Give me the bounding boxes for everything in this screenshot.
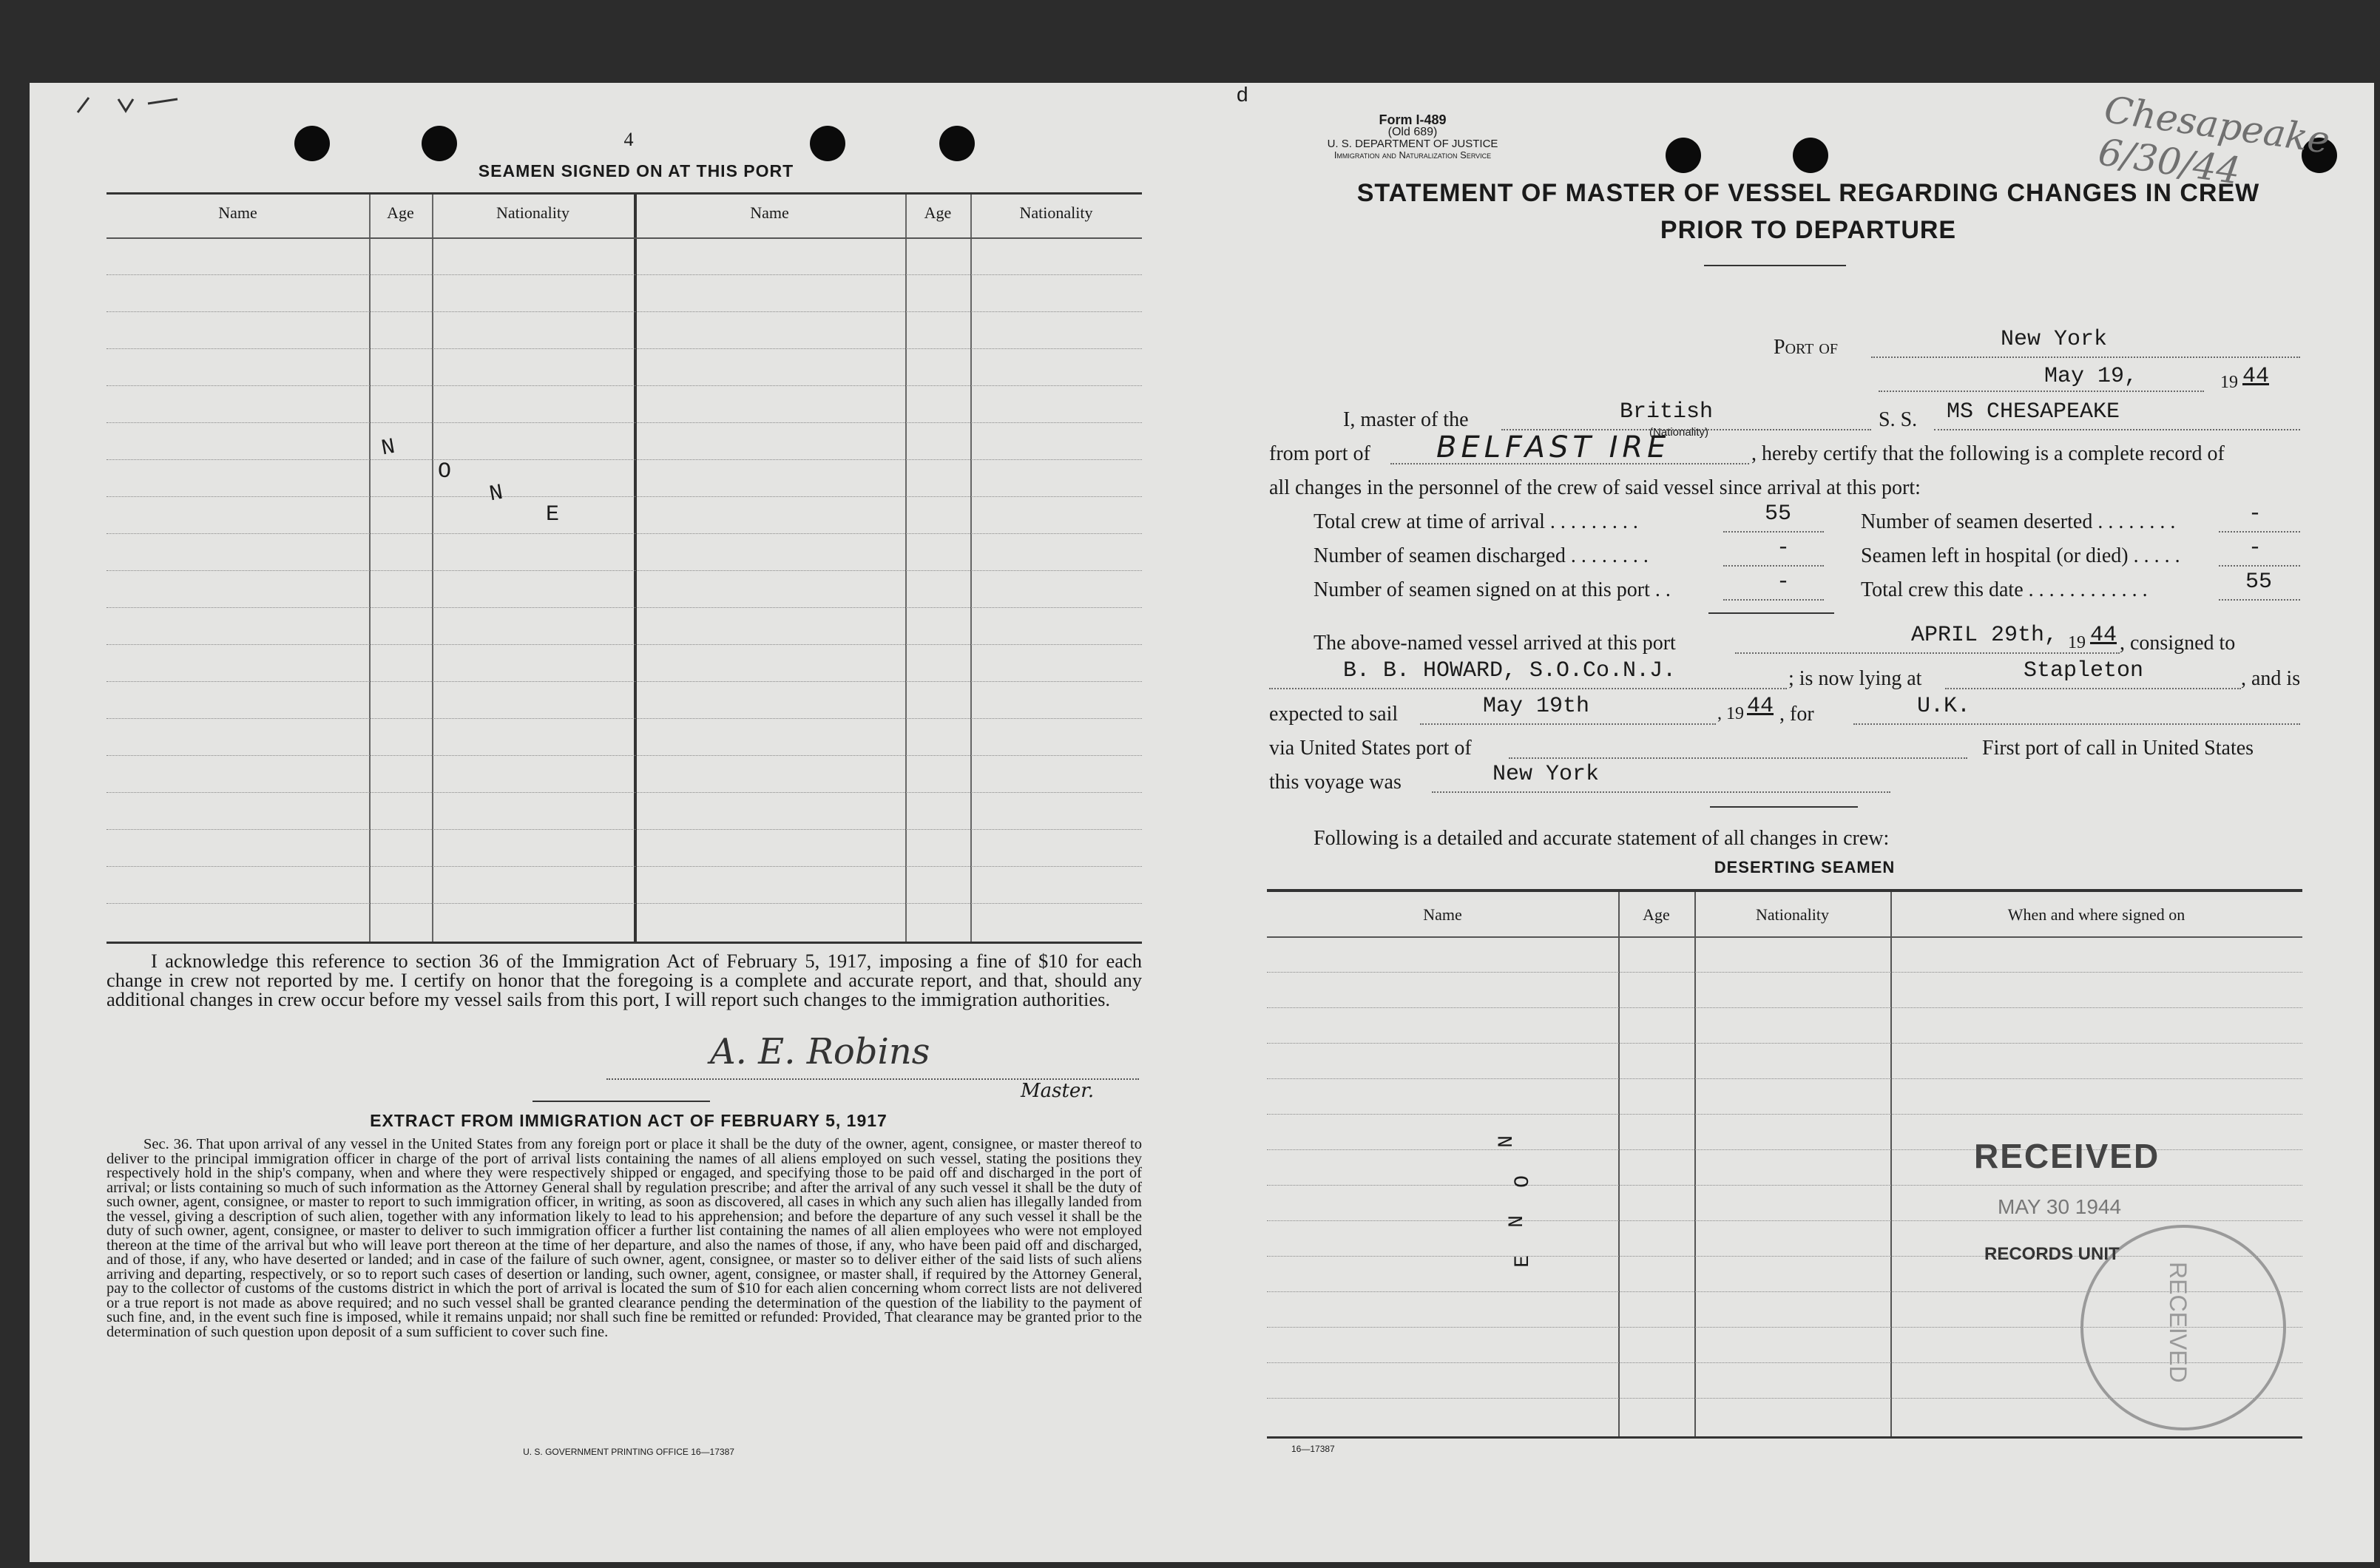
for-label: , for: [1779, 703, 1814, 726]
stamp-date: MAY 30 1944: [1998, 1195, 2122, 1218]
stamp-vertical-text: RECEIVED: [2165, 1262, 2191, 1383]
arrived-year-prefix: 19: [2068, 633, 2086, 652]
port-value: New York: [2001, 327, 2108, 352]
column-header: Name: [218, 203, 257, 222]
stat-label: Total crew at time of arrival . . . . . . . . .: [1314, 510, 1638, 533]
punch-hole: [294, 126, 330, 161]
column-header: Nationality: [1019, 203, 1093, 222]
none-letter: O: [1511, 1175, 1535, 1188]
voyage-value: New York: [1492, 762, 1600, 787]
voyage-divider: [1710, 806, 1858, 808]
none-letter: O: [438, 459, 452, 484]
deserting-title: DESERTING SEAMEN: [1714, 858, 1896, 876]
voyage-label: this voyage was: [1269, 771, 1402, 794]
stat-value: -: [1776, 535, 1791, 561]
column-header: Age: [387, 203, 414, 222]
column-header: Nationality: [496, 203, 569, 222]
stats-divider: [1708, 612, 1834, 614]
arrived-year: 44: [2090, 623, 2117, 648]
master-label: I, master of the: [1343, 408, 1469, 431]
stat-value: 55: [1765, 501, 1792, 527]
divider: [533, 1101, 710, 1102]
certification-text: I acknowledge this reference to section 36 of the Immigration Act of February 5, 1917, imposing a fine of $10 for each change in crew not reported by me. I certify on honor that the foregoing is a complete and accurate report, and that, should any additional changes in crew occur before my vessel sails from this port, I will report such changes to the immigration authorities.: [107, 950, 1142, 1010]
column-header: When and where signed on: [2007, 905, 2185, 924]
first-port-label: First port of call in United States: [1982, 737, 2254, 760]
stat-label: Number of seamen signed on at this port . .: [1314, 578, 1671, 601]
certify-text2: all changes in the personnel of the crew of said vessel since arrival at this port:: [1269, 476, 1921, 499]
none-letter: N: [1505, 1215, 1529, 1228]
form-title-line2: PRIOR TO DEPARTURE: [1660, 216, 1957, 244]
form-title-line1: STATEMENT OF MASTER OF VESSEL REGARDING CHANGES IN CREW: [1356, 179, 2260, 207]
stamp-received: RECEIVED: [1974, 1137, 2160, 1175]
stat-label: Seamen left in hospital (or died) . . . . .: [1861, 544, 2180, 567]
none-letter: N: [379, 434, 397, 462]
and-is: , and is: [2241, 667, 2301, 690]
from-port-value: BELFAST IRE: [1436, 430, 1671, 464]
punch-hole: [422, 126, 457, 161]
vessel-value: MS CHESAPEAKE: [1947, 399, 2120, 425]
sail-value: May 19th: [1483, 694, 1590, 719]
punch-hole: [1793, 138, 1828, 173]
page-number: 4: [623, 129, 634, 150]
signer-role: Master.: [1021, 1080, 1095, 1102]
lying-value: Stapleton: [2024, 658, 2144, 683]
none-letter: E: [546, 502, 560, 527]
sail-year: 44: [1747, 694, 1774, 719]
left-title: SEAMEN SIGNED ON AT THIS PORT: [478, 161, 794, 180]
punch-hole: [1666, 138, 1701, 173]
column-header: Age: [1643, 905, 1670, 924]
column-header: Age: [924, 203, 952, 222]
destination-value: U.K.: [1917, 694, 1971, 719]
stat-label: Number of seamen deserted . . . . . . . .: [1861, 510, 2176, 533]
punch-hole: [939, 126, 975, 161]
certify-text: , hereby certify that the following is a complete record of: [1751, 442, 2225, 465]
department: U. S. DEPARTMENT OF JUSTICE: [1327, 138, 1498, 150]
extract-text: Sec. 36. That upon arrival of any vessel in the United States from any foreign port or place it shall be the duty of the owner, agent, consignee, or master thereof to deliver to the principal immigration officer in charge of the port of arrival lists containing the names of all aliens employed on such vessel, stating the positions they respectively hold in the ship's company, when and where they were respectively shipped or engaged, and specifying those to be paid off and discharged in the port of arrival; or lists containing so much of such information as the Attorney General shall by regulation prescribe; and after the arrival of any such vessel it shall be the duty of such owner, agent, consignee, or master to report to such immigration officer, in writing, as soon as discovered, all cases in which any such alien has illegally landed from the vessel, giving a description of such alien, together with any information likely to lead to his apprehension; and before the departure of any such vessel it shall be the duty of such owner, agent, consignee, or master to deliver to such immigration officer a further list containing the names of all alien employees who were not employed thereon at the time of the arrival but who will leave port thereon at the time of her departure, and also the names of those, if any, who have been paid off and discharged, and of those, if any, who have deserted or landed; and in case of the failure of such owner, agent, consignee, or master so to deliver either of the said lists of such aliens arriving and departing, respectively, or so to report such cases of desertion or landing, such owner, agent, consignee, or master shall, if required by the Attorney General, pay to the collector of customs of the customs district in which the port of arrival is located the sum of $10 for each alien concerning whom correct lists are not delivered or a true report is not made as above required; and no such vessel shall be granted clearance pending the determination of the question of the liability to the payment of such fine, and, in the event such fine is imposed, while it remains unpaid; nor shall such fine be remitted or refunded: Provided, That clearance may be granted prior to the determination of such question upon deposit of a sum sufficient to cover such fine.: [107, 1136, 1142, 1340]
nationality-value: British: [1620, 399, 1714, 425]
form-old-number: (Old 689): [1387, 126, 1438, 138]
signed-on-table: [107, 192, 1142, 944]
sail-year-prefix: , 19: [1717, 704, 1744, 723]
stat-label: Total crew this date . . . . . . . . . . . .: [1861, 578, 2148, 601]
master-signature: A. E. Robins: [710, 1031, 930, 1072]
handwritten-corner-note: Chesapeake 6/30/44: [2095, 87, 2333, 193]
port-label: Port of: [1774, 336, 1838, 359]
form-number: Form I-489: [1379, 112, 1447, 127]
lying-label: ; is now lying at: [1788, 667, 1922, 690]
arrived-label: The above-named vessel arrived at this port: [1314, 632, 1676, 655]
none-letter: E: [1511, 1255, 1535, 1268]
column-header: Name: [750, 203, 789, 222]
deserting-table: [1267, 889, 2302, 1439]
following-label: Following is a detailed and accurate statement of all changes in crew:: [1314, 827, 1890, 850]
stamp-unit: RECORDS UNIT: [1984, 1244, 2120, 1264]
none-letter: N: [1495, 1135, 1518, 1148]
arrived-value: APRIL 29th,: [1911, 623, 2058, 648]
via-label: via United States port of: [1269, 737, 1472, 760]
ss-label: S. S.: [1879, 408, 1918, 431]
service: Immigration and Naturalization Service: [1333, 149, 1492, 160]
stat-value: -: [2248, 501, 2262, 527]
form-sheet: [30, 83, 2374, 1562]
stat-label: Number of seamen discharged . . . . . . . .: [1314, 544, 1649, 567]
consigned-label: , consigned to: [2120, 632, 2236, 655]
right-printer-line: 16—17387: [1291, 1444, 1335, 1454]
from-port-label: from port of: [1269, 442, 1370, 465]
stat-value: 55: [2245, 570, 2273, 595]
column-header: Nationality: [1756, 905, 1829, 924]
top-left-scribble: [74, 90, 185, 120]
stat-value: -: [1776, 570, 1791, 595]
date-value: May 19,: [2044, 364, 2138, 389]
punch-hole: [810, 126, 845, 161]
left-printer-line: U. S. GOVERNMENT PRINTING OFFICE 16—17387: [523, 1447, 734, 1457]
column-header: Name: [1423, 905, 1462, 924]
nationality-caption: (Nationality): [1649, 426, 1709, 439]
none-letter: N: [487, 480, 505, 508]
year-prefix: 19: [2220, 373, 2238, 392]
consignee-value: B. B. HOWARD, S.O.Co.N.J.: [1343, 658, 1677, 683]
title-divider: [1704, 265, 1846, 266]
year-value: 44: [2242, 364, 2270, 389]
sail-label: expected to sail: [1269, 703, 1399, 726]
stat-value: -: [2248, 535, 2262, 561]
extract-title: EXTRACT FROM IMMIGRATION ACT OF FEBRUARY 5, 1917: [370, 1111, 888, 1130]
mid-mark: d: [1237, 83, 1248, 106]
